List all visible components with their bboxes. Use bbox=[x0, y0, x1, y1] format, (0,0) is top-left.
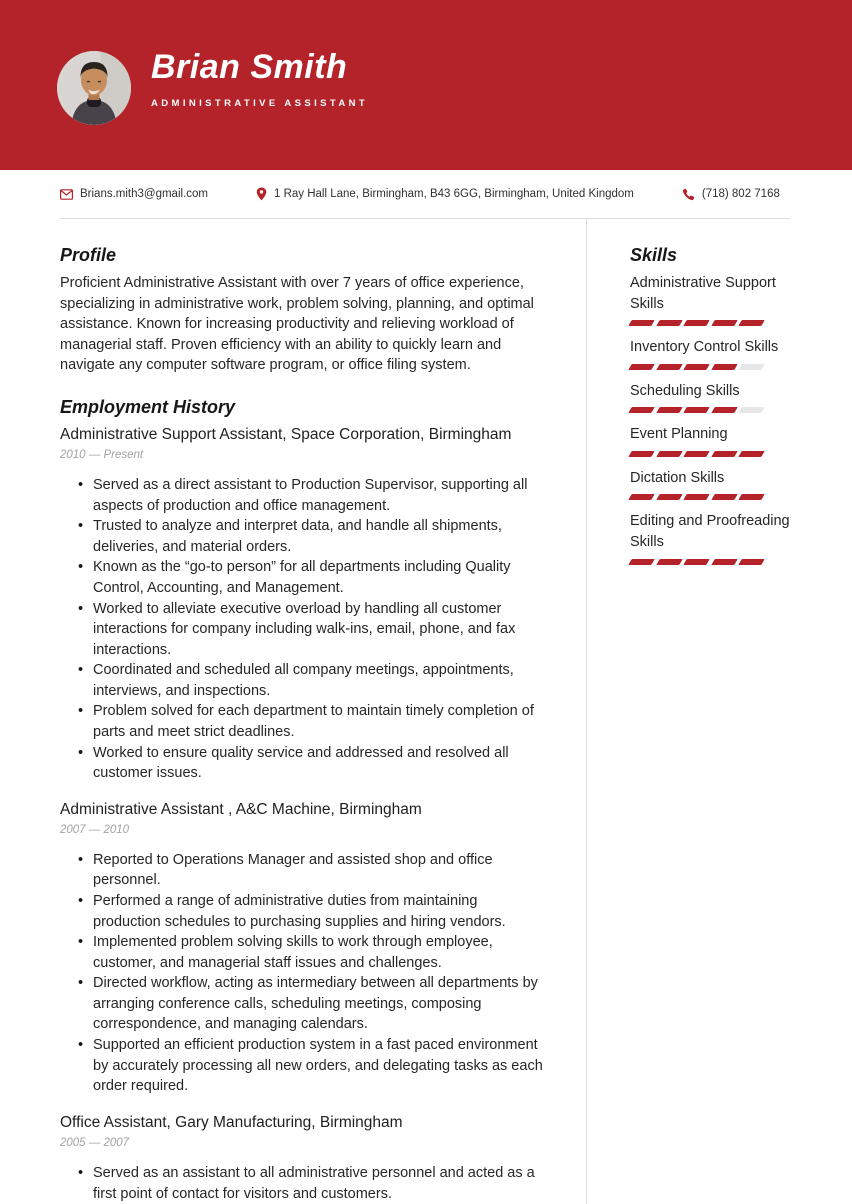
phone-icon bbox=[682, 188, 695, 201]
avatar bbox=[57, 51, 131, 125]
skill-bar-segment bbox=[683, 320, 709, 326]
skill-item bbox=[630, 273, 792, 326]
profile-text: Proficient Administrative Assistant with over 7 years of office experience, specializing in administrative work, problem solving, planning, and optimal assistance. Known for increasing productivity and relieving workload of managerial staff. Proven efficiency with an ability to quickly learn and navigate any computer software program, or office filing system. bbox=[60, 275, 534, 374]
job-bullet: • Worked to alleviate executive overload by handling all customer interactions for company including walk-ins, email, phone, and fax interactions. bbox=[93, 599, 544, 661]
skill-bar-segment bbox=[628, 494, 654, 500]
skill-bar-segment bbox=[628, 320, 654, 326]
contact-email bbox=[60, 188, 208, 200]
skill-label: Dictation Skills bbox=[630, 469, 725, 486]
skill-bar-segment bbox=[628, 364, 654, 370]
job-bullet: • Trusted to analyze and interpret data, and handle all shipments, deliveries, and material orders. bbox=[93, 516, 544, 557]
job-title: Administrative Assistant , A&C Machine, Birmingham bbox=[60, 800, 422, 818]
skill-bar-segment bbox=[683, 559, 709, 565]
job-bullet: • Performed a range of administrative duties from maintaining production schedules to purchasing supplies and hiring vendors. bbox=[93, 891, 544, 932]
avatar-photo bbox=[57, 51, 131, 125]
job-bullet-list bbox=[60, 1163, 544, 1204]
skill-label: Event Planning bbox=[630, 426, 728, 443]
contact-address-text: 1 Ray Hall Lane, Birmingham, B43 6GG, Birmingham, United Kingdom bbox=[274, 188, 634, 200]
skill-bar-segment bbox=[711, 364, 737, 370]
job-title: Administrative Support Assistant, Space Corporation, Birmingham bbox=[60, 425, 512, 443]
skill-level-bar bbox=[630, 320, 792, 326]
job-entry bbox=[60, 425, 544, 784]
skill-label: Scheduling Skills bbox=[630, 382, 740, 399]
candidate-job-title: ADMINISTRATIVE ASSISTANT bbox=[151, 98, 369, 110]
job-bullet: • Implemented problem solving skills to work through employee, customer, and managerial staff issues and challenges. bbox=[93, 932, 544, 973]
skill-bar-segment bbox=[711, 451, 737, 457]
skill-level-bar bbox=[630, 494, 792, 500]
skill-item bbox=[630, 337, 792, 370]
job-bullet: • Served as a direct assistant to Production Supervisor, supporting all aspects of production and office management. bbox=[93, 475, 544, 516]
skill-bar-segment bbox=[683, 494, 709, 500]
skill-bar-segment bbox=[711, 494, 737, 500]
skill-bar-segment bbox=[628, 451, 654, 457]
skill-label: Editing and Proofreading Skills bbox=[630, 513, 790, 551]
skill-level-bar bbox=[630, 559, 792, 565]
skills-heading: Skills bbox=[630, 245, 678, 265]
skill-bar-segment bbox=[738, 407, 764, 413]
skill-bar-segment bbox=[656, 364, 682, 370]
job-bullet: • Problem solved for each department to maintain timely completion of parts and meet strict deadlines. bbox=[93, 701, 544, 742]
skill-bar-segment bbox=[656, 559, 682, 565]
email-icon bbox=[60, 189, 73, 200]
skill-bar-segment bbox=[683, 407, 709, 413]
skill-bar-segment bbox=[738, 451, 764, 457]
resume-header bbox=[0, 0, 852, 170]
skill-level-bar bbox=[630, 364, 792, 370]
job-bullet: • Coordinated and scheduled all company meetings, appointments, interviews, and inspections. bbox=[93, 660, 544, 701]
skill-item bbox=[630, 424, 792, 457]
skill-bar-segment bbox=[656, 451, 682, 457]
left-column bbox=[0, 219, 587, 1204]
contact-address bbox=[256, 187, 634, 201]
skill-item bbox=[630, 381, 792, 414]
job-bullet: • Served as an assistant to all administrative personnel and acted as a first point of contact for visitors and customers. bbox=[93, 1163, 544, 1204]
skill-bar-segment bbox=[656, 320, 682, 326]
contact-phone-text: (718) 802 7168 bbox=[701, 188, 780, 200]
skill-item bbox=[630, 468, 792, 501]
job-entry bbox=[60, 800, 544, 1097]
candidate-name: Brian Smith bbox=[151, 48, 348, 86]
job-dates: 2007 — 2010 bbox=[60, 823, 130, 836]
job-dates: 2005 — 2007 bbox=[60, 1136, 130, 1149]
skill-bar-segment bbox=[738, 320, 764, 326]
right-column bbox=[587, 219, 852, 1204]
skill-bar-segment bbox=[738, 364, 764, 370]
contact-bar bbox=[60, 170, 790, 219]
job-bullet-list bbox=[60, 850, 544, 1097]
skill-bar-segment bbox=[711, 320, 737, 326]
job-bullet: • Reported to Operations Manager and assisted shop and office personnel. bbox=[93, 850, 544, 891]
skill-bar-segment bbox=[683, 364, 709, 370]
job-bullet-list bbox=[60, 475, 544, 784]
skill-label: Administrative Support Skills bbox=[630, 275, 776, 312]
skill-bar-segment bbox=[738, 559, 764, 565]
employment-section bbox=[60, 397, 544, 1204]
skill-bar-segment bbox=[683, 451, 709, 457]
skill-bar-segment bbox=[628, 559, 654, 565]
job-bullet: • Worked to ensure quality service and addressed and resolved all customer issues. bbox=[93, 743, 544, 784]
contact-email-text: Brians.mith3@gmail.com bbox=[80, 188, 208, 200]
profile-section bbox=[60, 245, 544, 376]
skill-bar-segment bbox=[738, 494, 764, 500]
skill-label: Inventory Control Skills bbox=[630, 339, 779, 356]
skill-bar-segment bbox=[656, 494, 682, 500]
resume-body bbox=[0, 219, 852, 1204]
header-text-block bbox=[151, 49, 368, 109]
skill-item bbox=[630, 511, 792, 564]
skill-bar-segment bbox=[628, 407, 654, 413]
contact-phone bbox=[682, 188, 780, 201]
skills-section bbox=[630, 245, 792, 565]
profile-heading: Profile bbox=[60, 245, 117, 265]
job-bullet: • Supported an efficient production system in a fast paced environment by accurately processing all new orders, and delegating tasks as each order required. bbox=[93, 1035, 544, 1097]
skill-level-bar bbox=[630, 451, 792, 457]
job-dates: 2010 — Present bbox=[60, 449, 144, 462]
skill-level-bar bbox=[630, 407, 792, 413]
skill-bar-segment bbox=[656, 407, 682, 413]
location-pin-icon bbox=[256, 187, 267, 201]
skill-bar-segment bbox=[711, 559, 737, 565]
job-bullet: • Known as the “go-to person” for all departments including Quality Control, Accounting, and Management. bbox=[93, 557, 544, 598]
employment-heading: Employment History bbox=[60, 396, 236, 417]
job-bullet: • Directed workflow, acting as intermediary between all departments by arranging conference calls, scheduling meetings, composing correspondence, and managing calendars. bbox=[93, 973, 544, 1035]
job-entry bbox=[60, 1113, 544, 1204]
job-title: Office Assistant, Gary Manufacturing, Birmingham bbox=[60, 1113, 403, 1131]
skill-bar-segment bbox=[711, 407, 737, 413]
